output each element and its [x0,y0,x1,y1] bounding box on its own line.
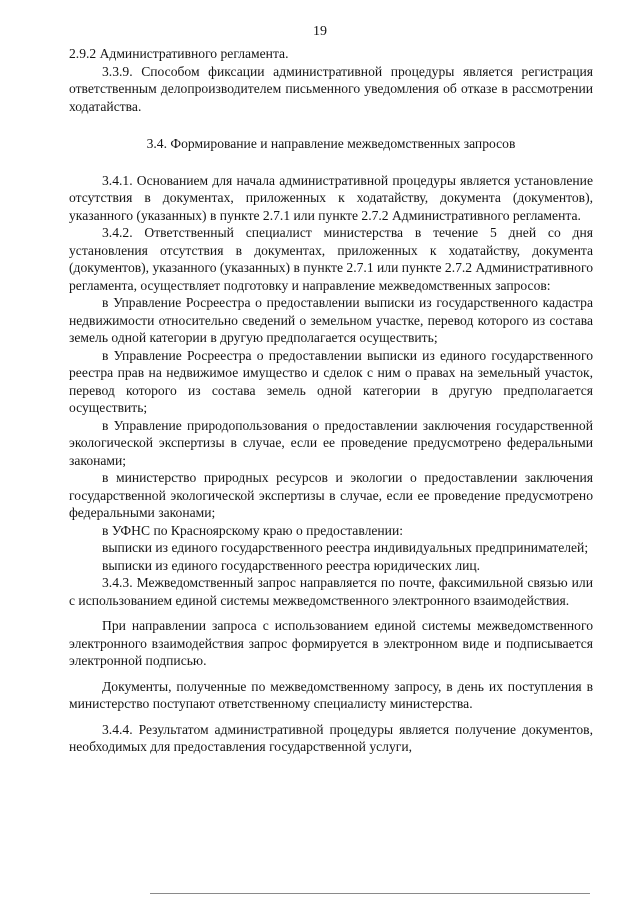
paragraph-3-4-4: 3.4.4. Результатом административной процедуры является получение документов, необходимых для предоставления государственной услуги, [69,721,593,754]
list-item-nature-management: в Управление природопользования о предоставлении заключения государственной экологической экспертизы в случае, если ее проведение предусмотрено федеральными законами; [69,417,593,468]
list-item-rosreestr-cadastre: в Управление Росреестра о предоставлении выписки из государственного кадастра недвижимости относительно сведений о земельном участке, перевод которого из состава земель одной категории в другую предполагается осуществить; [69,295,593,345]
paragraph-electronic-request: При направлении запроса с использованием единой системы межведомственного электронного взаимодействия запрос формируется в электронном виде и подписывается электронной подписью. [69,618,593,668]
list-item-rosreestr-registry: в Управление Росреестра о предоставлении выписки из единого государственного реестра прав на недвижимое имущество и сделок с ним о правах на земельный участок, перевод которого из состава земель одной категории в другую предполагается осуществить; [69,347,593,415]
paragraph-3-4-3: 3.4.3. Межведомственный запрос направляется по почте, факсимильной связью или с использованием единой системы межведомственного электронного взаимодействия. [69,575,593,608]
section-heading: 3.4. Формирование и направление межведомственных запросов [146,136,516,151]
list-item-legal-entities-registry: выписки из единого государственного реестра юридических лиц. [102,557,481,573]
paragraph-3-3-9: 3.3.9. Способом фиксации административной процедуры является регистрация ответственным делопроизводителем письменного уведомления об отказе в рассмотрении ходатайства. [69,63,593,114]
list-item-ministry-ecology: в министерство природных ресурсов и экологии о предоставлении заключения государственной экологической экспертизы в случае, если ее проведение предусмотрено федеральными законами; [69,470,593,520]
document-body [69,45,593,756]
list-item-ufns: в УФНС по Красноярскому краю о предоставлении: [102,522,403,538]
page-number: 19 [313,24,327,39]
paragraph-continuation: 2.9.2 Административного регламента. [69,46,289,61]
list-item-entrepreneurs-registry: выписки из единого государственного реестра индивидуальных предпринимателей; [102,540,589,555]
paragraph-3-4-1: 3.4.1. Основанием для начала административной процедуры является установление отсутствия в документах, приложенных к ходатайству, документа (документов), указанного (указанных) в пункте 2.7.1 или пункте 2.7.2 Административного регламента. [69,172,593,223]
bottom-divider [150,893,590,894]
paragraph-received-documents: Документы, полученные по межведомственному запросу, в день их поступления в министерство поступают ответственному специалисту министерства. [69,678,593,711]
paragraph-3-4-2: 3.4.2. Ответственный специалист министерства в течение 5 дней со дня установления отсутствия в документах, приложенных к ходатайству, документа (документов), указанного (указанных) в пункте 2.7.1 или пункте 2.7.2 Административного регламента, осуществляет подготовку и направление межведомственных запросов: [69,225,593,293]
